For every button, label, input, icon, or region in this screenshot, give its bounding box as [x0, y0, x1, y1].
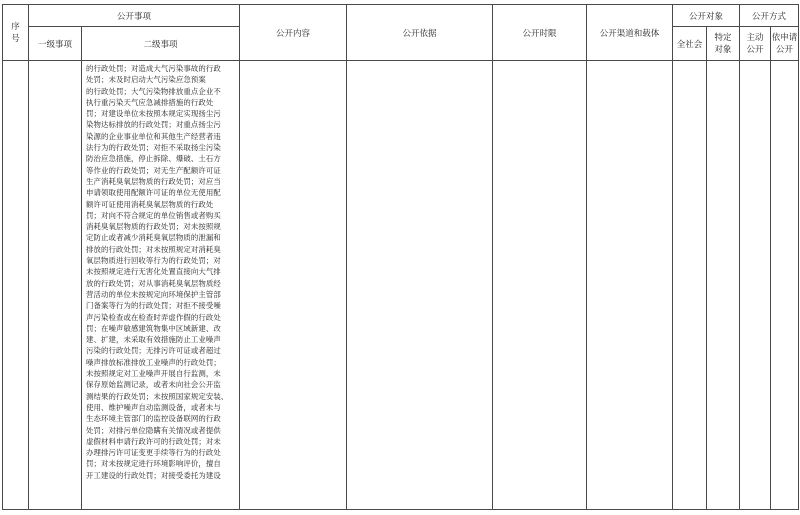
level2-text-line: 办理排污许可证变更手续等行为的行政处: [86, 448, 221, 458]
level2-text-line: 保存原始监测记录，或者未向社会公开监: [86, 380, 221, 390]
level2-text-line: 罚；对建设单位未按照本规定实现扬尘污: [86, 109, 221, 119]
level2-text-line: 罚；对向不符合规定的单位销售或者购买: [86, 210, 221, 220]
row-level2-item: [82, 61, 240, 510]
header-target-specific-label: 特定对象: [714, 32, 732, 55]
row-method-active: [740, 61, 771, 510]
header-level2-item: 二级事项: [82, 27, 240, 61]
level2-text-line: 申请领取使用配额许可证的单位无使用配: [86, 188, 221, 198]
header-target-group: 公开对象: [673, 5, 740, 27]
level2-text-line: 罚；在噪声敏感建筑物集中区域新建、改: [86, 323, 221, 333]
level2-text-line: 的行政处罚；大气污染物排放重点企业不: [86, 86, 221, 96]
level2-text-line: 建、扩建，未采取有效措施防止工业噪声: [86, 335, 221, 345]
table-row: [3, 61, 799, 510]
level2-text-line: 处罚；对排污单位隐瞒有关情况或者提供: [86, 425, 221, 435]
level2-text-line: 声污染检查或在检查时弄虚作假的行政处: [86, 312, 221, 322]
header-method-group: 公开方式: [740, 5, 799, 27]
header-deadline: 公开时限: [493, 5, 587, 61]
row-level1-item: [29, 61, 82, 510]
level2-text-line: 营活动的单位未按规定向环境保护主管部: [86, 289, 221, 299]
header-level1-item: 一级事项: [29, 27, 82, 61]
header-row-1: [3, 5, 799, 27]
level2-text-line: 生态环境主管部门的监控设备联网的行政: [86, 414, 221, 424]
row-basis: [347, 61, 493, 510]
level2-text-line: 使用、维护噪声自动监测设备，或者未与: [86, 402, 221, 412]
level2-text-line: 放的行政处罚；对从事消耗臭氧层物质经: [86, 278, 221, 288]
header-method-request: [771, 27, 799, 61]
row-target-specific: [707, 61, 740, 510]
row-target-all: [673, 61, 707, 510]
level2-text-line: 污染的行政处罚；无排污许可证或者超过: [86, 346, 221, 356]
level2-text-line: 定防止或者减少消耗臭氧层物质的泄漏和: [86, 233, 221, 243]
level2-text-line: 未按照规定进行无害化处置直接向大气排: [86, 267, 221, 277]
level2-text-line: 额许可证使用消耗臭氧层物质的行政处: [86, 199, 214, 209]
level2-text-line: 法行为的行政处罚；对拒不采取扬尘污染: [86, 143, 221, 153]
header-channel: 公开渠道和载体: [587, 5, 673, 61]
level2-text-line: 测结果的行政处罚；未按照国家规定安装、: [86, 391, 229, 401]
level2-text-line: 的行政处罚；对造成大气污染事故的行政: [86, 64, 221, 73]
header-target-all: 全社会: [673, 27, 707, 61]
level2-text-line: 开工建设的行政处罚；对接受委托为建设: [86, 470, 221, 480]
level2-text-line: 执行重污染天气应急减排措施的行政处: [86, 97, 214, 107]
row-content: [240, 61, 347, 510]
disclosure-table: [2, 4, 799, 510]
header-content: 公开内容: [240, 5, 347, 61]
level2-text-line: 虚假材料申请行政许可的行政处罚；对未: [86, 436, 221, 446]
header-disclosure-items: 公开事项: [29, 5, 240, 27]
level2-text-line: 防治应急措施，停止拆除、爆破、土石方: [86, 154, 221, 164]
header-serial-no-label: 序号: [11, 21, 20, 44]
header-target-specific: [707, 27, 740, 61]
level2-text-line: 消耗臭氧层物质的行政处罚；对未按照规: [86, 222, 221, 232]
row-method-request: [771, 61, 799, 510]
level2-text-line: 染源的企业事业单位和其他生产经营者违: [86, 131, 221, 141]
level2-text-line: 氧层物质进行回收等行为的行政处罚；对: [86, 256, 221, 266]
row-channel: [587, 61, 673, 510]
level2-text-line: 未按照规定对工业噪声开展自行监测，未: [86, 369, 221, 379]
level2-text-line: 处罚；未及时启动大气污染应急预案: [86, 75, 206, 85]
header-method-active-label: 主动公开: [746, 32, 764, 55]
level2-text-line: 等作业的行政处罚；对无生产配额许可证: [86, 165, 221, 175]
header-method-request-label: 依申请公开: [771, 32, 798, 55]
header-basis: 公开依据: [347, 5, 493, 61]
row-deadline: [493, 61, 587, 510]
header-method-active: [740, 27, 771, 61]
row-serial-no: [3, 61, 29, 510]
level2-text-line: 罚；对未按规定进行环境影响评价，擅自: [86, 459, 221, 469]
level2-text-line: 生产消耗臭氧层物质的行政处罚；对应当: [86, 176, 221, 186]
level2-text-line: 噪声排放标准排放工业噪声的行政处罚；: [86, 357, 221, 367]
level2-text-line: 门备案等行为的行政处罚；对拒不接受噪: [86, 301, 221, 311]
header-serial-no: [3, 5, 29, 61]
level2-text-line: 染物达标排放的行政处罚；对重点扬尘污: [86, 120, 221, 130]
level2-text-line: 排放的行政处罚；对未按照规定对消耗臭: [86, 244, 221, 254]
